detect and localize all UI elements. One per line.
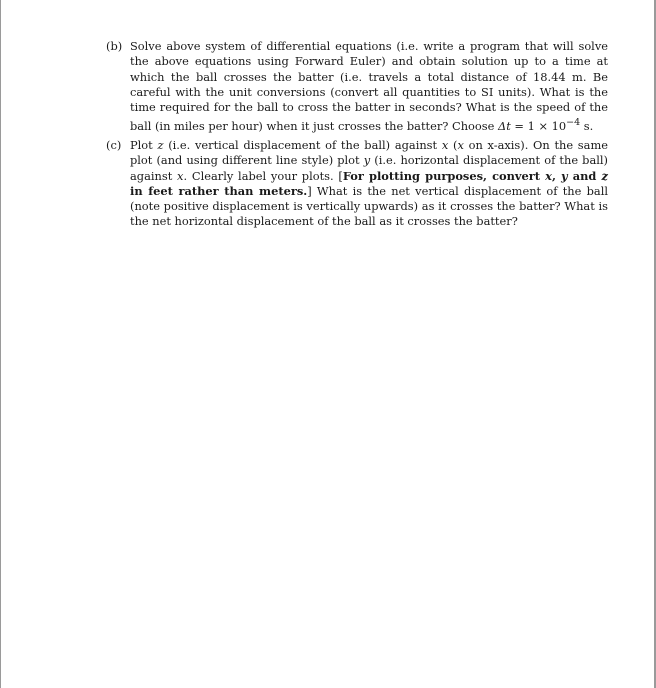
item-label-b: (b) [106, 39, 123, 53]
question-item-c [106, 138, 608, 230]
item-c-text-6: . Clearly label your plots. [183, 168, 339, 183]
delta-t-value: = 1 × 10 [510, 119, 567, 134]
bold-note-3: and [567, 168, 602, 183]
item-c-text-7: What is the net vertical displacement of the ball (note positive displacement is vertically upwards) as it crosses the batter? What is the net horizontal displacement of the ball as it crosses the batter? [130, 183, 608, 229]
item-body-c [130, 138, 608, 230]
var-z: z [157, 138, 164, 152]
question-item-b [106, 39, 608, 135]
bold-note-4: in feet rather than meters. [130, 183, 308, 198]
delta-t-unit: s. [580, 119, 594, 134]
delta-t-symbol: Δt [497, 119, 511, 134]
var-x: x [177, 168, 184, 183]
item-c-text-1: Plot [130, 138, 158, 152]
var-x: x [457, 138, 464, 152]
bold-note-2: , [551, 168, 562, 183]
var-y: y [363, 153, 371, 168]
bracket-close: ] [307, 183, 312, 198]
item-c-text-2: (i.e. vertical displacement of the ball) against [163, 138, 442, 152]
bold-note-1: For plotting purposes, convert [342, 168, 546, 183]
item-c-text-4: on x-axis). On the same plot (and using different line style) plot [130, 138, 608, 168]
bold-var-z: z [601, 168, 608, 183]
var-x: x [441, 138, 449, 152]
item-b-text: Solve above system of differential equations (i.e. write a program that will solve the above equations using Forward Euler) and obtain solution up to a time at which the ball crosses the batter (i.e. travels a total distance of 18.44 m. Be careful with the unit conversions (convert all quantities to SI units). What is the time required for the ball to cross the batter in seconds? What is the speed of the ball (in miles per hour) when it just crosses the batter? Choose [130, 39, 608, 134]
delta-t-exponent: −4 [566, 117, 581, 129]
item-c-text-5: (i.e. horizontal displacement of the ball) against [130, 153, 608, 183]
bracket-open: [ [338, 168, 343, 183]
item-body-b [130, 39, 608, 135]
bold-var-x: x [545, 168, 552, 183]
bold-var-y: y [561, 168, 568, 183]
item-c-text-3: ( [448, 138, 458, 152]
item-label-c: (c) [106, 138, 122, 152]
